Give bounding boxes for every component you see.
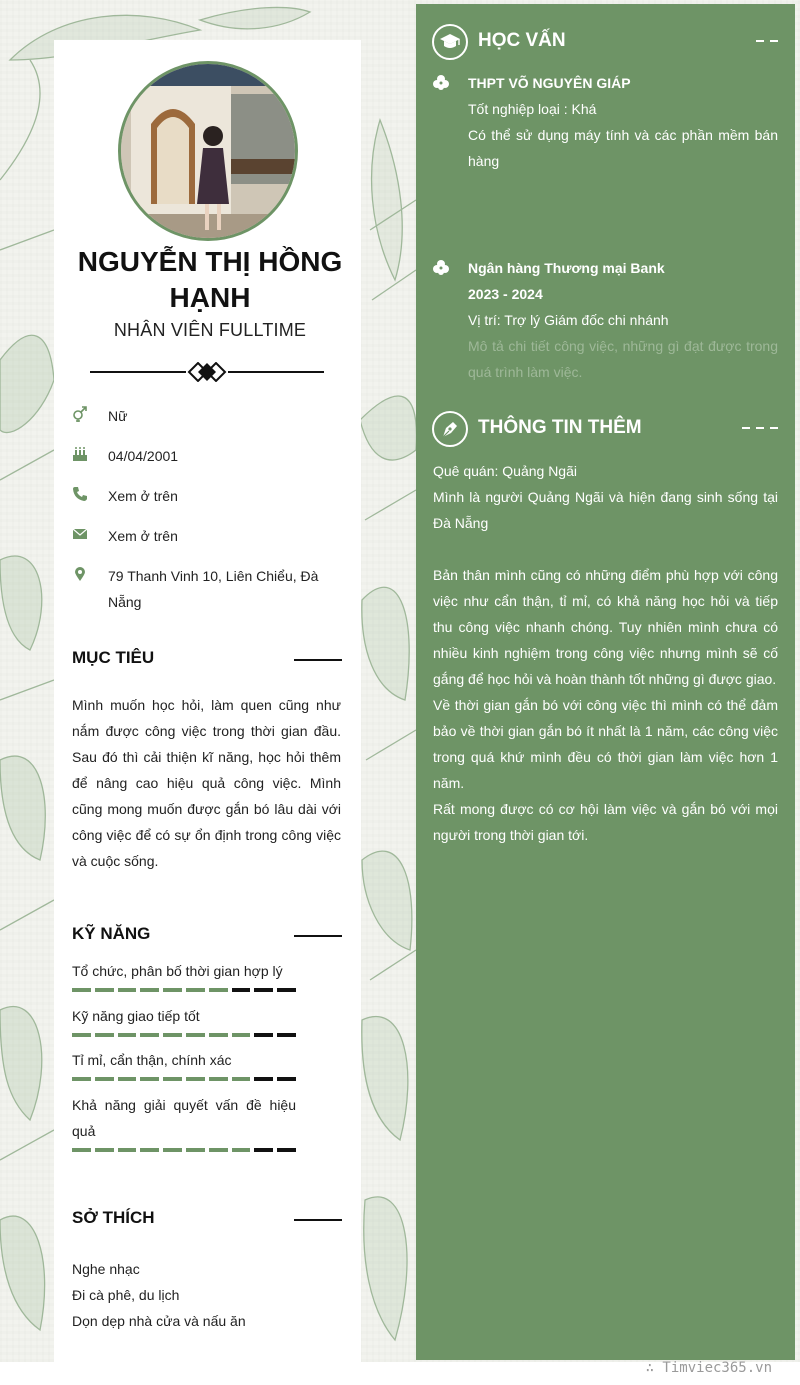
graduation-cap-icon [432,24,468,60]
heading-rule [294,935,342,937]
skill-segment-filled [95,988,114,992]
education-school: THPT VÕ NGUYÊN GIÁP [468,75,631,91]
more-info-line: Mình là người Quảng Ngãi và hiện đang sinh sống tại Đà Nẵng [433,489,778,531]
skill-level-bar [72,1077,296,1081]
experience-entry [432,255,778,385]
skill-segment-filled [140,1148,159,1152]
skill-segment-filled [140,1077,159,1081]
experience-period: 2023 - 2024 [468,286,543,302]
objective-heading [72,648,342,672]
more-info-line: Quê quán: Quảng Ngãi [433,463,577,479]
job-title: NHÂN VIÊN FULLTIME [113,320,307,340]
hobbies-title: SỞ THÍCH [72,1208,155,1227]
skill-label: Khả năng giải quyết vấn đề hiệu quả [72,1097,296,1139]
more-info-line: Rất mong được có cơ hội làm việc và gắn bó với mọi người trong thời gian tới. [433,801,778,843]
heading-dashes [742,427,778,429]
skill-segment-filled [232,1077,251,1081]
envelope-icon [72,523,108,545]
skill-segment-empty [254,988,273,992]
skill-segment-empty [254,1033,273,1037]
contact-list [72,403,342,629]
more-info-line [433,536,778,562]
contact-text: 04/04/2001 [108,448,179,464]
heading-rule [294,659,342,661]
skill-segment-filled [118,1077,137,1081]
experience-description: Mô tả chi tiết công việc, những gì đạt được trong quá trình làm việc. [468,338,778,380]
skill-segment-filled [186,1148,205,1152]
skill-segment-empty [254,1077,273,1081]
skill-segment-filled [118,988,137,992]
skill-segment-empty [232,988,251,992]
skill-segment-filled [163,1148,182,1152]
skill-segment-filled [209,1148,228,1152]
skill-segment-empty [277,1077,296,1081]
experience-position: Vị trí: Trợ lý Giám đốc chi nhánh [468,312,669,328]
hobbies-list [72,1256,246,1334]
education-entry [432,70,778,174]
more-info-line: Bản thân mình cũng có những điểm phù hợp với công việc như cẩn thận, tỉ mỉ, có khả năng học hỏi và tiếp thu công việc nhanh chóng. Tuy nhiên mình chưa có nhiều kinh nghiệm trong công việc nhưng mình sẽ cố gắng để học hỏi và hoàn thành tốt những gì được giao. [433,567,778,687]
skill-segment-filled [232,1033,251,1037]
contact-text: Xem ở trên [108,528,178,544]
skill-segment-filled [186,1033,205,1037]
contact-address [72,563,342,615]
more-info-heading [432,411,778,447]
skill-segment-filled [72,1033,91,1037]
pen-nib-icon [432,411,468,447]
experience-company: Ngân hàng Thương mại Bank [468,260,665,276]
skills-heading [72,924,342,948]
skill-item [72,1003,296,1037]
skill-segment-filled [140,1033,159,1037]
hobby-item: Nghe nhạc [72,1261,140,1277]
profile-photo [118,61,298,241]
contact-birthday [72,443,342,469]
skill-item [72,958,296,992]
education-note: Có thể sử dụng máy tính và các phần mềm bán hàng [468,127,778,169]
heading-dashes [756,40,778,42]
more-info-title: THÔNG TIN THÊM [478,417,642,438]
birthday-cake-icon [72,443,108,465]
more-info-line: Về thời gian gắn bó với công việc thì mình có thể đảm bảo về thời gian gắn bó ít nhất là 1 năm, các công việc trong quá khứ mình đều có thời gian làm việc hơn 1 năm. [433,697,778,791]
objective-text: Mình muốn học hỏi, làm quen cũng như nắm được công việc trong thời gian đầu. Sau đó thì cải thiện kĩ năng, học hỏi thêm để nâng cao hiệu quả công việc. Mình cũng mong muốn được gắn bó lâu dài với công việc để có sự ổn định trong công việc và cuộc sống. [72,697,341,869]
skill-label: Tổ chức, phân bố thời gian hợp lý [72,963,283,979]
skill-segment-empty [277,988,296,992]
skill-level-bar [72,1148,296,1152]
watermark: ∴ Timviec365.vn [645,1360,772,1376]
hobbies-heading [72,1208,342,1232]
contact-gender [72,403,342,429]
skill-level-bar [72,988,296,992]
skill-segment-filled [95,1033,114,1037]
skill-label: Kỹ năng giao tiếp tốt [72,1008,200,1024]
skill-segment-filled [140,988,159,992]
skill-label: Tỉ mỉ, cẩn thận, chính xác [72,1052,232,1068]
skill-segment-filled [209,1077,228,1081]
contact-email [72,523,342,549]
skill-segment-empty [277,1033,296,1037]
skill-segment-filled [232,1148,251,1152]
skill-item [72,1047,296,1081]
profile-name: NGUYỄN THỊ HỒNG HẠNH [77,246,343,313]
more-info-text [433,458,778,848]
skill-segment-filled [163,988,182,992]
hobby-item: Đi cà phê, du lịch [72,1287,180,1303]
skill-segment-filled [186,1077,205,1081]
skill-segment-filled [186,988,205,992]
skill-segment-filled [72,1077,91,1081]
skill-segment-filled [163,1077,182,1081]
contact-phone [72,483,342,509]
skill-segment-filled [209,1033,228,1037]
skill-segment-filled [95,1148,114,1152]
skill-segment-filled [72,1148,91,1152]
map-marker-icon [72,563,108,585]
education-heading [432,24,778,60]
heading-rule [294,1219,342,1221]
hobby-item: Dọn dẹp nhà cửa và nấu ăn [72,1313,246,1329]
clover-icon [432,259,450,285]
skills-title: KỸ NĂNG [72,924,151,943]
gender-icon [72,403,108,425]
contact-text: Xem ở trên [108,488,178,504]
skill-item [72,1092,296,1152]
ornament-divider [90,362,324,382]
objective-title: MỤC TIÊU [72,648,155,667]
contact-text: 79 Thanh Vinh 10, Liên Chiểu, Đà Nẵng [108,568,319,610]
skill-segment-empty [277,1148,296,1152]
education-grade: Tốt nghiệp loại : Khá [468,101,597,117]
skill-segment-filled [95,1077,114,1081]
education-title: HỌC VẤN [478,30,566,51]
skill-segment-filled [72,988,91,992]
clover-icon [432,74,450,100]
skill-segment-empty [254,1148,273,1152]
skill-segment-filled [163,1033,182,1037]
skill-level-bar [72,1033,296,1037]
phone-icon [72,483,108,505]
contact-text: Nữ [108,408,128,424]
skill-segment-filled [118,1033,137,1037]
skill-segment-filled [209,988,228,992]
skill-segment-filled [118,1148,137,1152]
